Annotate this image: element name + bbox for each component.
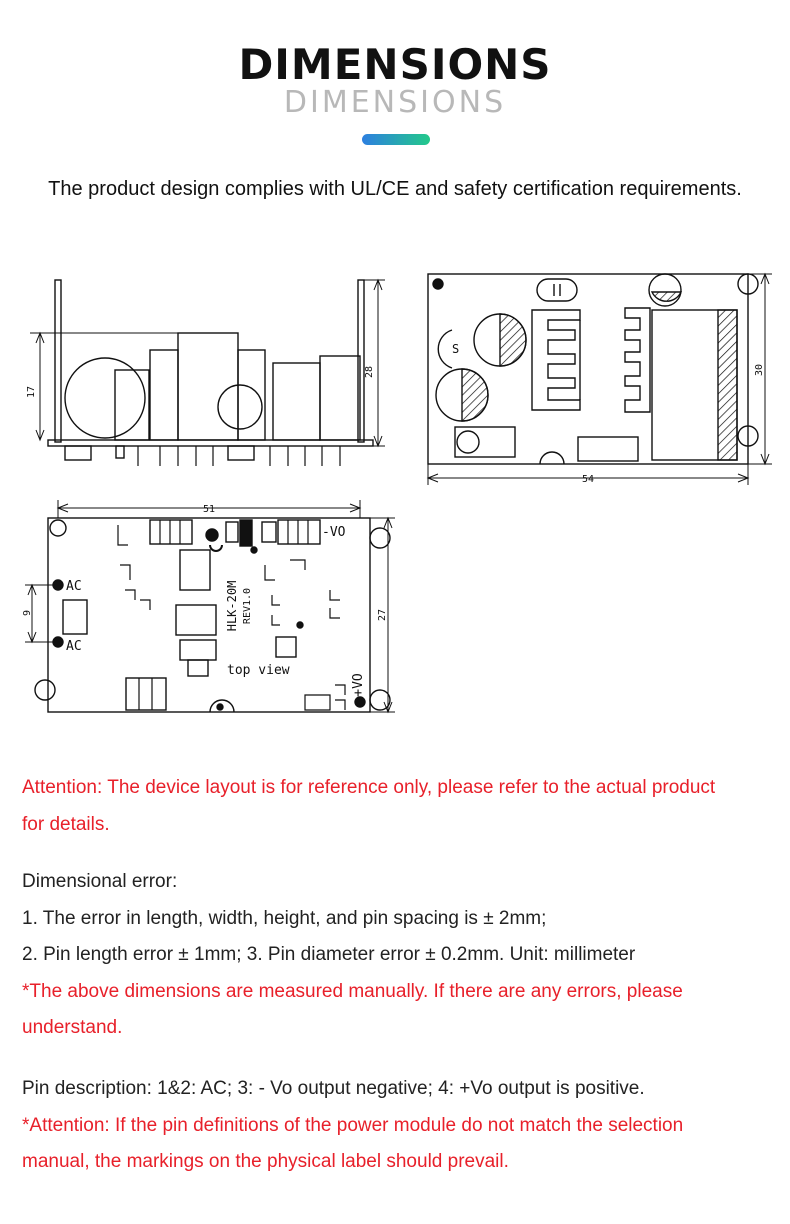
- rev-label: REV1.0: [242, 587, 253, 625]
- model-label: HLK-20M: [225, 580, 239, 632]
- top-view-label: top view: [227, 663, 290, 678]
- page-subtitle: DIMENSIONS: [283, 85, 507, 120]
- attention-line-1: Attention: The device layout is for reference only, please refer to the actual product: [22, 777, 716, 798]
- error-item-2: 2. Pin length error ± 1mm; 3. Pin diameter error ± 0.2mm. Unit: millimeter: [22, 944, 636, 965]
- bottom-view: [22, 500, 395, 712]
- dim-bottom-27: 27: [377, 608, 388, 622]
- dim-bottom-51: 51: [202, 504, 216, 515]
- pin-label-vo-neg: -VO: [322, 525, 346, 540]
- pin-attention-line-2: manual, the markings on the physical label should prevail.: [22, 1151, 509, 1172]
- pin-label-ac-top: AC: [66, 579, 82, 594]
- pin-label-ac-bottom: AC: [66, 639, 82, 654]
- attention-line-2: for details.: [22, 814, 110, 835]
- page-title: DIMENSIONS: [238, 40, 552, 89]
- dim-bottom-9: 9: [22, 609, 33, 617]
- dim-top-30: 30: [754, 363, 765, 377]
- intro-text: The product design complies with UL/CE and safety certification requirements.: [48, 178, 742, 200]
- dim-side-17: 17: [26, 385, 37, 399]
- error-heading: Dimensional error:: [22, 871, 178, 892]
- accent-bar: [362, 134, 430, 145]
- error-item-1: 1. The error in length, width, height, and pin spacing is ± 2mm;: [22, 908, 547, 929]
- svg-text:S: S: [452, 342, 460, 356]
- dimension-drawing: [0, 255, 790, 725]
- pin-attention-line-1: *Attention: If the pin definitions of the power module do not match the selection: [22, 1115, 684, 1136]
- top-view: [428, 274, 772, 485]
- dim-top-54: 54: [581, 474, 595, 485]
- manual-note-line-1: *The above dimensions are measured manually. If there are any errors, please: [22, 981, 683, 1002]
- pin-description: Pin description: 1&2: AC; 3: - Vo output negative; 4: +Vo output is positive.: [22, 1078, 645, 1099]
- pin-label-vo-pos: +VO: [351, 673, 366, 697]
- manual-note-line-2: understand.: [22, 1017, 123, 1038]
- dim-side-28: 28: [364, 365, 375, 379]
- side-view: [26, 280, 385, 466]
